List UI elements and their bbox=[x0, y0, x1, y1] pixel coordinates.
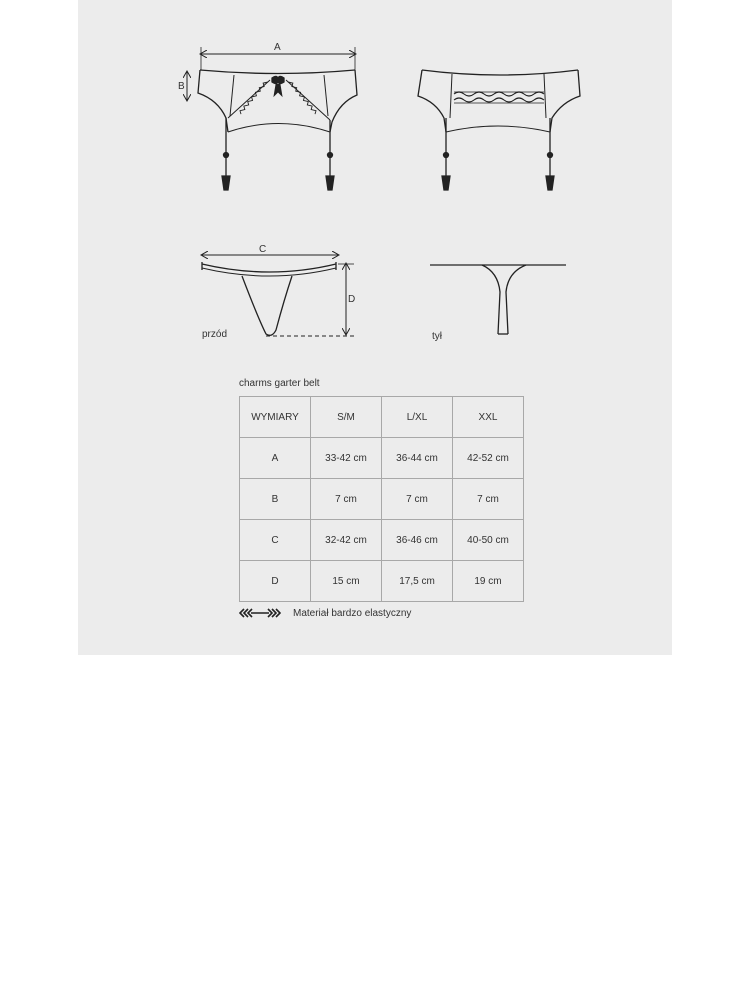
table-cell: 42-52 cm bbox=[453, 438, 524, 479]
table-header-cell: WYMIARY bbox=[240, 397, 311, 438]
table-cell: B bbox=[240, 479, 311, 520]
elastic-legend bbox=[239, 607, 411, 619]
product-title: charms garter belt bbox=[239, 378, 320, 389]
table-cell: 32-42 cm bbox=[311, 520, 382, 561]
table-cell: 7 cm bbox=[453, 479, 524, 520]
table-row bbox=[240, 561, 524, 602]
size-table bbox=[239, 396, 524, 602]
table-cell: 7 cm bbox=[382, 479, 453, 520]
table-cell: 17,5 cm bbox=[382, 561, 453, 602]
table-cell: 15 cm bbox=[311, 561, 382, 602]
dimension-d-label: D bbox=[348, 294, 356, 305]
technical-drawings bbox=[78, 0, 672, 380]
front-view-label: przód bbox=[202, 329, 228, 340]
table-header-cell: L/XL bbox=[382, 397, 453, 438]
table-header-cell: XXL bbox=[453, 397, 524, 438]
garter-belt-front-drawing bbox=[187, 47, 357, 190]
elastic-arrows-icon bbox=[239, 607, 281, 619]
table-header-row bbox=[240, 397, 524, 438]
table-cell: 19 cm bbox=[453, 561, 524, 602]
table-header-cell: S/M bbox=[311, 397, 382, 438]
thong-back-drawing bbox=[430, 265, 566, 334]
table-cell: 36-46 cm bbox=[382, 520, 453, 561]
table-cell: A bbox=[240, 438, 311, 479]
table-cell: 40-50 cm bbox=[453, 520, 524, 561]
back-view-label: tył bbox=[432, 331, 442, 342]
garter-belt-back-drawing bbox=[418, 70, 580, 190]
dimension-b-label: B bbox=[178, 81, 185, 92]
table-row bbox=[240, 520, 524, 561]
dimension-a-label: A bbox=[274, 42, 281, 53]
dimension-c-label: C bbox=[259, 244, 267, 255]
table-cell: D bbox=[240, 561, 311, 602]
thong-front-drawing bbox=[202, 255, 354, 336]
table-row bbox=[240, 479, 524, 520]
elastic-legend-text: Materiał bardzo elastyczny bbox=[293, 607, 412, 619]
table-cell: C bbox=[240, 520, 311, 561]
product-sheet-panel bbox=[78, 0, 672, 655]
table-cell: 33-42 cm bbox=[311, 438, 382, 479]
table-cell: 36-44 cm bbox=[382, 438, 453, 479]
table-cell: 7 cm bbox=[311, 479, 382, 520]
table-row bbox=[240, 438, 524, 479]
